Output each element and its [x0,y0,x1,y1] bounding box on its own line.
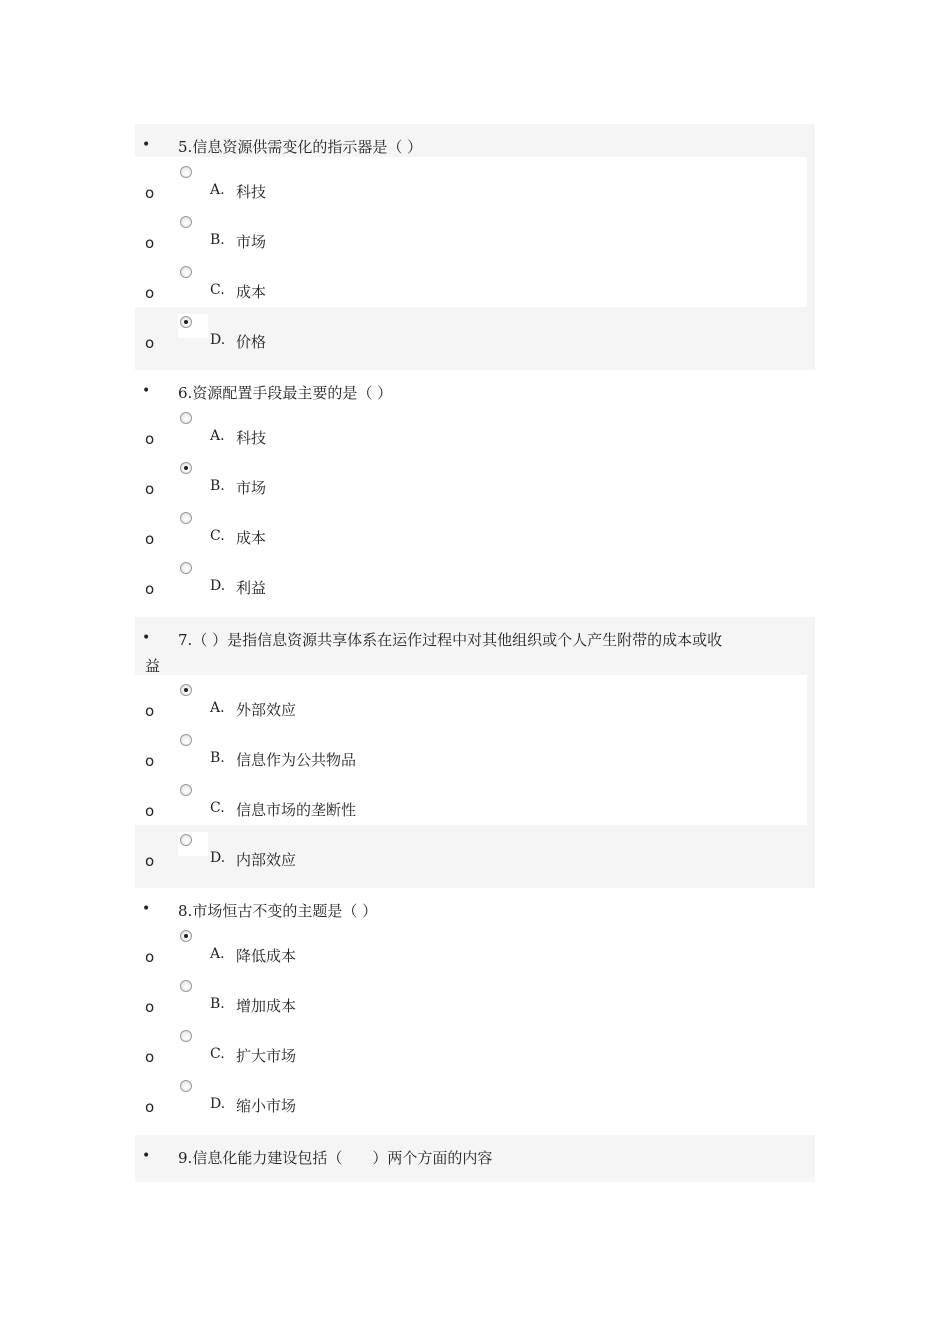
option-letter: C. [210,528,225,544]
question-text: 信息资源供需变化的指示器是（ ） [192,138,423,156]
question-text: 资源配置手段最主要的是（ ） [192,384,393,402]
question-header [135,627,815,679]
option-a [135,408,815,456]
bullet: • [142,901,151,917]
radio-button[interactable] [180,834,192,846]
option-letter: C. [210,800,225,816]
option-letter: B. [210,996,225,1012]
option-text: 内部效应 [236,851,297,869]
option-text: 外部效应 [236,701,297,719]
bullet: • [142,383,151,399]
option-letter: D. [210,578,226,594]
radio-button[interactable] [180,216,192,228]
option-marker: o [145,802,155,820]
option-letter: B. [210,478,225,494]
question-text: （ ）是指信息资源共享体系在运作过程中对其他组织或个人产生附带的成本或收 [192,631,723,649]
option-text: 价格 [236,333,267,351]
option-d [135,1076,815,1124]
question-text-continued: 益 [145,657,161,675]
option-letter: D. [210,332,226,348]
bullet: • [142,1148,151,1164]
radio-button[interactable] [180,734,192,746]
radio-button[interactable] [180,1080,192,1092]
option-text: 科技 [236,183,267,201]
question-5 [135,124,815,370]
radio-dot-icon [184,934,188,938]
option-d [135,830,815,878]
option-a [135,926,815,974]
option-marker: o [145,702,155,720]
question-header [135,134,815,160]
option-marker: o [145,480,155,498]
option-marker: o [145,752,155,770]
option-text: 市场 [236,479,267,497]
option-text: 扩大市场 [236,1047,297,1065]
option-b [135,458,815,506]
option-d [135,558,815,606]
bullet: • [142,137,151,153]
option-d [135,312,815,360]
option-marker: o [145,234,155,252]
option-text: 利益 [236,579,267,597]
option-marker: o [145,998,155,1016]
radio-button-selected[interactable] [180,316,192,328]
radio-dot-icon [184,688,188,692]
option-b [135,730,815,778]
question-number: 6. [178,384,193,402]
question-8 [135,888,815,1134]
question-header [135,1145,815,1171]
option-c [135,780,815,828]
option-text: 增加成本 [236,997,297,1015]
option-letter: A. [210,428,225,444]
option-letter: A. [210,182,225,198]
radio-button-selected[interactable] [180,930,192,942]
option-marker: o [145,530,155,548]
radio-button[interactable] [180,1030,192,1042]
question-text: 市场恒古不变的主题是（ ） [192,902,378,920]
radio-dot-icon [184,466,188,470]
option-marker: o [145,1048,155,1066]
radio-button[interactable] [180,412,192,424]
option-c [135,1026,815,1074]
option-letter: C. [210,282,225,298]
question-6 [135,370,815,616]
question-number: 5. [178,138,193,156]
option-c [135,508,815,556]
option-letter: D. [210,1096,226,1112]
option-marker: o [145,948,155,966]
question-7 [135,617,815,888]
option-a [135,162,815,210]
option-text: 市场 [236,233,267,251]
option-text: 成本 [236,529,267,547]
question-number: 9. [178,1149,193,1167]
radio-button[interactable] [180,512,192,524]
radio-button-selected[interactable] [180,684,192,696]
radio-button[interactable] [180,266,192,278]
option-text: 信息作为公共物品 [236,751,357,769]
option-marker: o [145,852,155,870]
option-b [135,212,815,260]
option-letter: A. [210,946,225,962]
radio-button[interactable] [180,562,192,574]
bullet: • [142,630,151,646]
question-header [135,380,815,406]
option-text: 降低成本 [236,947,297,965]
option-letter: D. [210,850,226,866]
radio-button[interactable] [180,980,192,992]
option-text: 缩小市场 [236,1097,297,1115]
option-marker: o [145,184,155,202]
option-letter: B. [210,232,225,248]
option-letter: B. [210,750,225,766]
question-number: 8. [178,902,193,920]
option-b [135,976,815,1024]
option-marker: o [145,334,155,352]
option-marker: o [145,1098,155,1116]
question-number: 7. [178,631,193,649]
option-c [135,262,815,310]
option-marker: o [145,580,155,598]
option-text: 信息市场的垄断性 [236,801,357,819]
radio-button-selected[interactable] [180,462,192,474]
question-9 [135,1135,815,1182]
option-letter: A. [210,700,225,716]
option-a [135,680,815,728]
option-letter: C. [210,1046,225,1062]
option-marker: o [145,284,155,302]
question-header [135,898,815,924]
question-text: 信息化能力建设包括（ ）两个方面的内容 [192,1149,493,1167]
option-text: 科技 [236,429,267,447]
radio-button[interactable] [180,784,192,796]
radio-dot-icon [184,320,188,324]
option-text: 成本 [236,283,267,301]
option-marker: o [145,430,155,448]
radio-button[interactable] [180,166,192,178]
